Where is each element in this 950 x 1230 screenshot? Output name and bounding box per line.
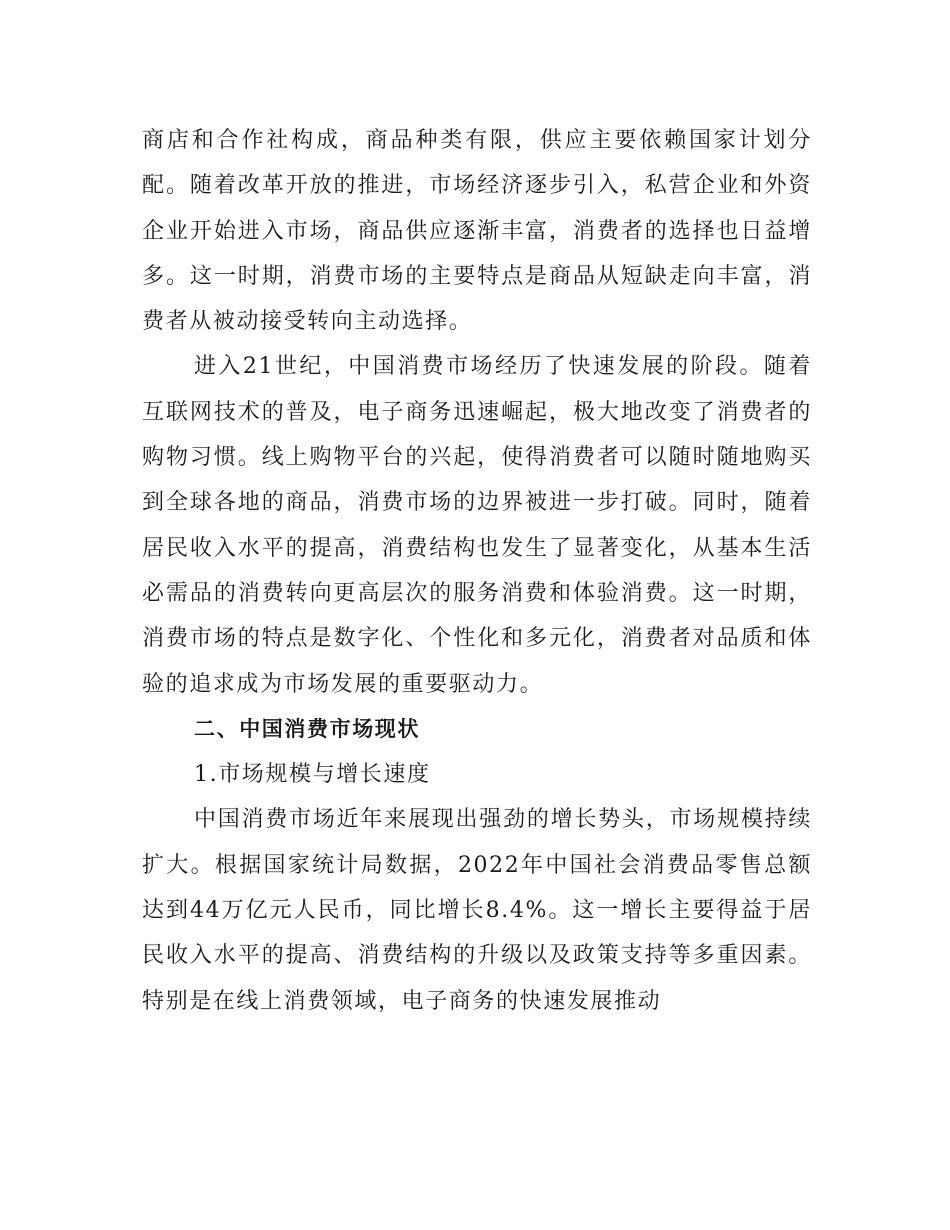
paragraph-market-scale: 中国消费市场近年来展现出强劲的增长势头，市场规模持续扩大。根据国家统计局数据，2022年中国社会消费品零售总额达到44万亿元人民币，同比增长8.4%。这一增长主要得益于居民收入水平的提高、消费结构的升级以及政策支持等多重因素。特别是在线上消费领域，电子商务的快速发展推动 (142, 807, 812, 1014)
section-heading: 二、中国消费市场现状 (194, 716, 420, 741)
paragraph-continued: 商店和合作社构成，商品种类有限，供应主要依赖国家计划分配。随着改革开放的推进，市场经济逐步引入，私营企业和外资企业开始进入市场，商品供应逐渐丰富，消费者的选择也日益增多。这一时期，消费市场的主要特点是商品从短缺走向丰富，消费者从被动接受转向主动选择。 (142, 128, 812, 335)
subsection-heading: 1.市场规模与增长速度 (194, 762, 431, 788)
document-body (142, 118, 812, 1024)
paragraph-21st-century: 进入21世纪，中国消费市场经历了快速发展的阶段。随着互联网技术的普及，电子商务迅速崛起，极大地改变了消费者的购物习惯。线上购物平台的兴起，使得消费者可以随时随地购买到全球各地的商品，消费市场的边界被进一步打破。同时，随着居民收入水平的提高，消费结构也发生了显著变化，从基本生活必需品的消费转向更高层次的服务消费和体验消费。这一时期，消费市场的特点是数字化、个性化和多元化，消费者对品质和体验的追求成为市场发展的重要驱动力。 (142, 354, 812, 697)
